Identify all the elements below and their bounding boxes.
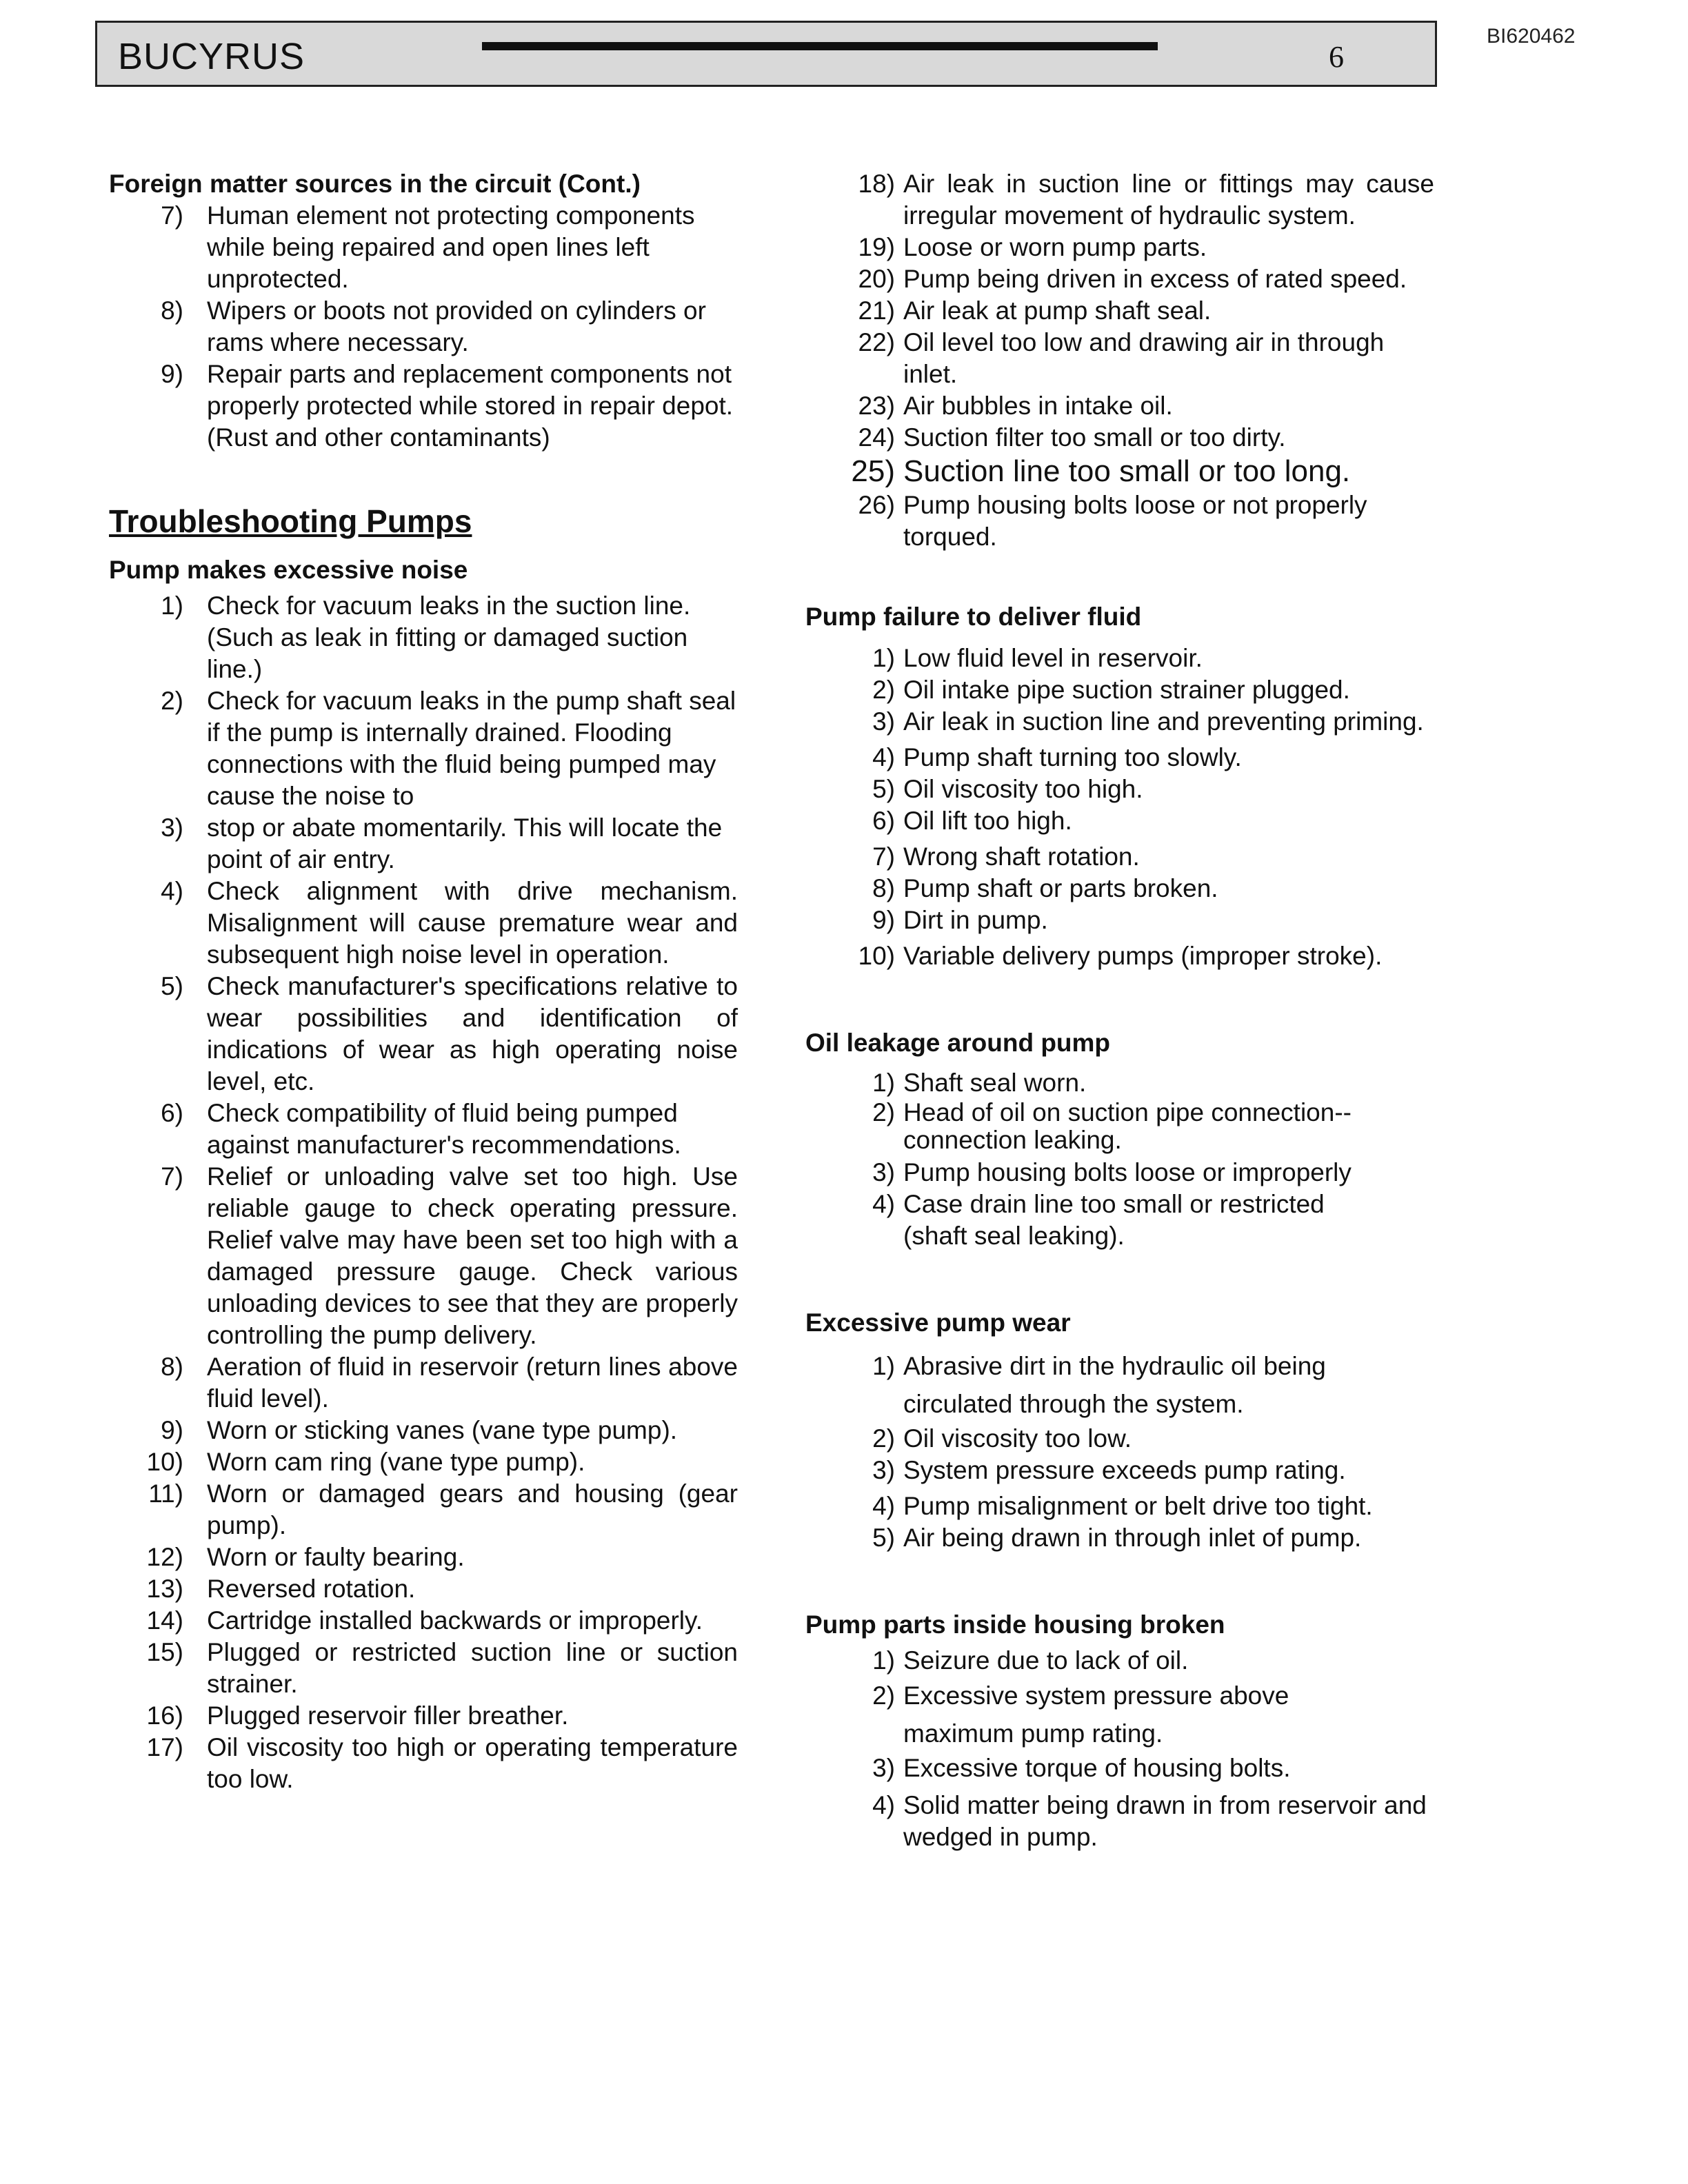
item-text: Air bubbles in intake oil. bbox=[903, 392, 1173, 420]
item-text: Reversed rotation. bbox=[207, 1575, 416, 1603]
list-item bbox=[109, 685, 736, 812]
list-item bbox=[805, 454, 1433, 489]
list-item bbox=[805, 1455, 1433, 1486]
item-text: Check for vacuum leaks in the pump shaft seal if the pump is internally drained. Flooding connections with the fluid being pumped may cause the noise to bbox=[207, 687, 736, 810]
list-item bbox=[109, 1732, 738, 1795]
item-number: 9) bbox=[161, 360, 183, 388]
list-item bbox=[805, 706, 1433, 738]
list-item bbox=[109, 876, 738, 971]
item-text: Worn cam ring (vane type pump). bbox=[207, 1448, 585, 1476]
foreign-matter-heading: Foreign matter sources in the circuit (Cont.) bbox=[109, 170, 641, 198]
list-item bbox=[109, 1573, 730, 1605]
list-item bbox=[109, 1351, 738, 1415]
list-item bbox=[109, 1098, 730, 1161]
item-text: Human element not protecting components while being repaired and open lines left unprotected. bbox=[207, 201, 695, 293]
list-item bbox=[109, 971, 738, 1098]
item-text: Relief or unloading valve set too high. Use reliable gauge to check operating pressure. Relief valve may have been set too high with a damaged pressure gauge. Check various unloading devices to see that they are properly controlling the pump delivery. bbox=[207, 1162, 738, 1349]
fail-heading: Pump failure to deliver fluid bbox=[805, 603, 1142, 631]
item-number: 8) bbox=[161, 1353, 183, 1381]
item-text: Wipers or boots not provided on cylinders or rams where necessary. bbox=[207, 296, 706, 356]
list-item bbox=[805, 1423, 1433, 1455]
leak-heading: Oil leakage around pump bbox=[805, 1029, 1111, 1057]
brand-name: BUCYRUS bbox=[118, 36, 305, 77]
item-number: 6) bbox=[872, 807, 895, 835]
item-text: Check for vacuum leaks in the suction line. (Such as leak in fitting or damaged suction line.) bbox=[207, 592, 691, 683]
item-number: 3) bbox=[161, 813, 183, 842]
noise-list bbox=[109, 590, 738, 1795]
item-text: Pump misalignment or belt drive too tight. bbox=[903, 1492, 1373, 1520]
item-text: Air leak in suction line and preventing priming. bbox=[903, 707, 1424, 736]
item-number: 5) bbox=[872, 775, 895, 803]
item-text: Excessive torque of housing bolts. bbox=[903, 1754, 1291, 1782]
item-number: 4) bbox=[872, 1791, 895, 1819]
item-text: stop or abate momentarily. This will locate the point of air entry. bbox=[207, 813, 723, 873]
list-item bbox=[805, 1752, 1433, 1784]
wear-heading: Excessive pump wear bbox=[805, 1308, 1071, 1337]
list-item bbox=[805, 774, 1433, 805]
item-text: Low fluid level in reservoir. bbox=[903, 644, 1203, 672]
item-number: 16) bbox=[146, 1701, 183, 1730]
item-text: Variable delivery pumps (improper stroke). bbox=[903, 942, 1383, 970]
item-number: 4) bbox=[872, 743, 895, 771]
item-number: 7) bbox=[161, 201, 183, 230]
item-text: Worn or damaged gears and housing (gear pump). bbox=[207, 1479, 738, 1539]
list-item bbox=[805, 489, 1433, 553]
header-rule bbox=[482, 42, 1158, 50]
item-number: 14) bbox=[146, 1606, 183, 1635]
item-text: Dirt in pump. bbox=[903, 906, 1048, 934]
list-item bbox=[805, 422, 1433, 454]
item-number: 5) bbox=[872, 1524, 895, 1552]
item-text: Oil level too low and drawing air in through inlet. bbox=[903, 328, 1385, 388]
broken-list bbox=[805, 1645, 1433, 1853]
item-number: 1) bbox=[872, 1069, 895, 1097]
list-item bbox=[109, 1541, 730, 1573]
item-text: Worn or sticking vanes (vane type pump). bbox=[207, 1416, 678, 1444]
item-text: Excessive system pressure above maximum pump rating. bbox=[903, 1681, 1289, 1748]
list-item bbox=[109, 1700, 730, 1732]
list-item bbox=[805, 232, 1433, 263]
list-item bbox=[805, 263, 1433, 295]
fail-list bbox=[805, 643, 1433, 972]
list-item bbox=[805, 904, 1433, 936]
list-item bbox=[109, 1637, 738, 1700]
item-text: Wrong shaft rotation. bbox=[903, 842, 1140, 871]
item-text: Plugged or restricted suction line or suction strainer. bbox=[207, 1638, 738, 1698]
page-header bbox=[95, 21, 1437, 87]
item-text: Oil viscosity too low. bbox=[903, 1424, 1132, 1453]
list-item bbox=[805, 1067, 1433, 1099]
section-title: Troubleshooting Pumps bbox=[109, 503, 472, 539]
list-item bbox=[109, 295, 730, 358]
list-item bbox=[805, 841, 1433, 873]
item-text: Suction filter too small or too dirty. bbox=[903, 423, 1286, 452]
list-item bbox=[805, 1347, 1433, 1423]
wear-list bbox=[805, 1347, 1433, 1554]
list-item bbox=[805, 873, 1433, 904]
item-number: 7) bbox=[872, 842, 895, 871]
leak-list bbox=[805, 1067, 1433, 1252]
item-text: Oil viscosity too high or operating temperature too low. bbox=[207, 1733, 738, 1793]
document-id: BI620462 bbox=[1487, 25, 1576, 48]
list-item bbox=[109, 1415, 730, 1446]
list-item bbox=[805, 643, 1433, 674]
item-number: 3) bbox=[872, 1158, 895, 1186]
item-number: 8) bbox=[872, 874, 895, 902]
list-item bbox=[109, 1605, 730, 1637]
item-text: Shaft seal worn. bbox=[903, 1069, 1087, 1097]
item-text: Pump shaft turning too slowly. bbox=[903, 743, 1242, 771]
item-text: Check alignment with drive mechanism. Misalignment will cause premature wear and subsequent high noise level in operation. bbox=[207, 877, 738, 969]
item-text: Case drain line too small or restricted (shaft seal leaking). bbox=[903, 1190, 1325, 1250]
list-item bbox=[805, 674, 1433, 706]
noise-heading: Pump makes excessive noise bbox=[109, 556, 468, 584]
list-item bbox=[805, 940, 1433, 972]
item-number: 2) bbox=[872, 676, 895, 704]
item-number: 13) bbox=[146, 1575, 183, 1603]
item-number: 24) bbox=[858, 423, 895, 452]
list-item bbox=[805, 168, 1433, 232]
item-text: Seizure due to lack of oil. bbox=[903, 1646, 1189, 1675]
list-item bbox=[805, 1677, 1433, 1752]
item-text: Oil viscosity too high. bbox=[903, 775, 1143, 803]
item-number: 1) bbox=[161, 592, 183, 620]
item-text: Air being drawn in through inlet of pump. bbox=[903, 1524, 1362, 1552]
item-text: Air leak in suction line or fittings may cause irregular movement of hydraulic system. bbox=[903, 170, 1434, 230]
item-text: Check manufacturer's specifications relative to wear possibilities and identification of indications of wear as high operating noise level, etc. bbox=[207, 972, 738, 1095]
item-number: 3) bbox=[872, 1754, 895, 1782]
item-number: 4) bbox=[872, 1492, 895, 1520]
list-item bbox=[805, 1790, 1433, 1853]
item-text: Pump being driven in excess of rated speed. bbox=[903, 265, 1407, 293]
list-item bbox=[805, 742, 1433, 774]
item-text: Oil lift too high. bbox=[903, 807, 1072, 835]
list-item bbox=[805, 1099, 1433, 1154]
item-text: Air leak at pump shaft seal. bbox=[903, 296, 1212, 325]
item-number: 25) bbox=[851, 454, 895, 488]
list-item bbox=[805, 1645, 1433, 1677]
item-text: Pump housing bolts loose or improperly bbox=[903, 1158, 1352, 1186]
item-number: 1) bbox=[872, 1352, 895, 1380]
item-number: 3) bbox=[872, 707, 895, 736]
list-item bbox=[805, 1490, 1433, 1522]
noise-continued-list bbox=[805, 168, 1433, 553]
item-text: Pump shaft or parts broken. bbox=[903, 874, 1218, 902]
item-number: 18) bbox=[858, 170, 895, 198]
item-number: 11) bbox=[148, 1479, 183, 1508]
item-number: 2) bbox=[872, 1098, 895, 1126]
item-text: Abrasive dirt in the hydraulic oil being circulated through the system. bbox=[903, 1352, 1326, 1418]
left-column bbox=[109, 168, 738, 1795]
page-number: 6 bbox=[1329, 40, 1344, 74]
list-item bbox=[805, 295, 1433, 327]
list-item bbox=[109, 812, 730, 876]
list-item bbox=[109, 200, 730, 295]
item-number: 8) bbox=[161, 296, 183, 325]
item-number: 3) bbox=[872, 1456, 895, 1484]
item-number: 2) bbox=[161, 687, 183, 715]
right-column bbox=[805, 168, 1433, 1853]
item-text: System pressure exceeds pump rating. bbox=[903, 1456, 1346, 1484]
item-number: 4) bbox=[872, 1190, 895, 1218]
list-item bbox=[805, 805, 1433, 837]
item-text: Pump housing bolts loose or not properly torqued. bbox=[903, 491, 1367, 551]
item-number: 22) bbox=[858, 328, 895, 356]
list-item bbox=[805, 390, 1433, 422]
list-item bbox=[109, 358, 734, 454]
item-number: 6) bbox=[161, 1099, 183, 1127]
list-item bbox=[805, 1157, 1433, 1189]
item-number: 19) bbox=[858, 233, 895, 261]
item-text: Repair parts and replacement components not properly protected while stored in repair depot. (Rust and other contaminants) bbox=[207, 360, 734, 452]
item-text: Head of oil on suction pipe connection--connection leaking. bbox=[903, 1098, 1352, 1154]
list-item bbox=[109, 1161, 738, 1351]
item-text: Cartridge installed backwards or improperly. bbox=[207, 1606, 703, 1635]
item-text: Solid matter being drawn in from reservoir and wedged in pump. bbox=[903, 1791, 1427, 1851]
item-number: 26) bbox=[858, 491, 895, 519]
item-number: 2) bbox=[872, 1681, 895, 1710]
list-item bbox=[109, 1446, 730, 1478]
broken-heading: Pump parts inside housing broken bbox=[805, 1610, 1225, 1639]
item-number: 17) bbox=[146, 1733, 183, 1761]
item-number: 9) bbox=[161, 1416, 183, 1444]
item-number: 23) bbox=[858, 392, 895, 420]
item-number: 1) bbox=[872, 1646, 895, 1675]
item-number: 2) bbox=[872, 1424, 895, 1453]
item-text: Check compatibility of fluid being pumped against manufacturer's recommendations. bbox=[207, 1099, 681, 1159]
item-text: Loose or worn pump parts. bbox=[903, 233, 1207, 261]
list-item bbox=[109, 590, 730, 685]
item-number: 5) bbox=[161, 972, 183, 1000]
list-item bbox=[805, 1189, 1433, 1252]
item-number: 10) bbox=[858, 942, 895, 970]
item-number: 20) bbox=[858, 265, 895, 293]
item-number: 21) bbox=[858, 296, 895, 325]
list-item bbox=[109, 1478, 738, 1541]
item-text: Suction line too small or too long. bbox=[903, 454, 1351, 488]
item-number: 15) bbox=[146, 1638, 183, 1666]
item-text: Aeration of fluid in reservoir (return lines above fluid level). bbox=[207, 1353, 738, 1413]
foreign-matter-list bbox=[109, 200, 734, 454]
item-number: 4) bbox=[161, 877, 183, 905]
item-text: Plugged reservoir filler breather. bbox=[207, 1701, 569, 1730]
list-item bbox=[805, 1522, 1433, 1554]
item-number: 10) bbox=[146, 1448, 183, 1476]
item-text: Worn or faulty bearing. bbox=[207, 1543, 465, 1571]
item-number: 9) bbox=[872, 906, 895, 934]
item-text: Oil intake pipe suction strainer plugged. bbox=[903, 676, 1350, 704]
list-item bbox=[805, 327, 1433, 390]
item-number: 7) bbox=[161, 1162, 183, 1191]
item-number: 12) bbox=[146, 1543, 183, 1571]
item-number: 1) bbox=[872, 644, 895, 672]
